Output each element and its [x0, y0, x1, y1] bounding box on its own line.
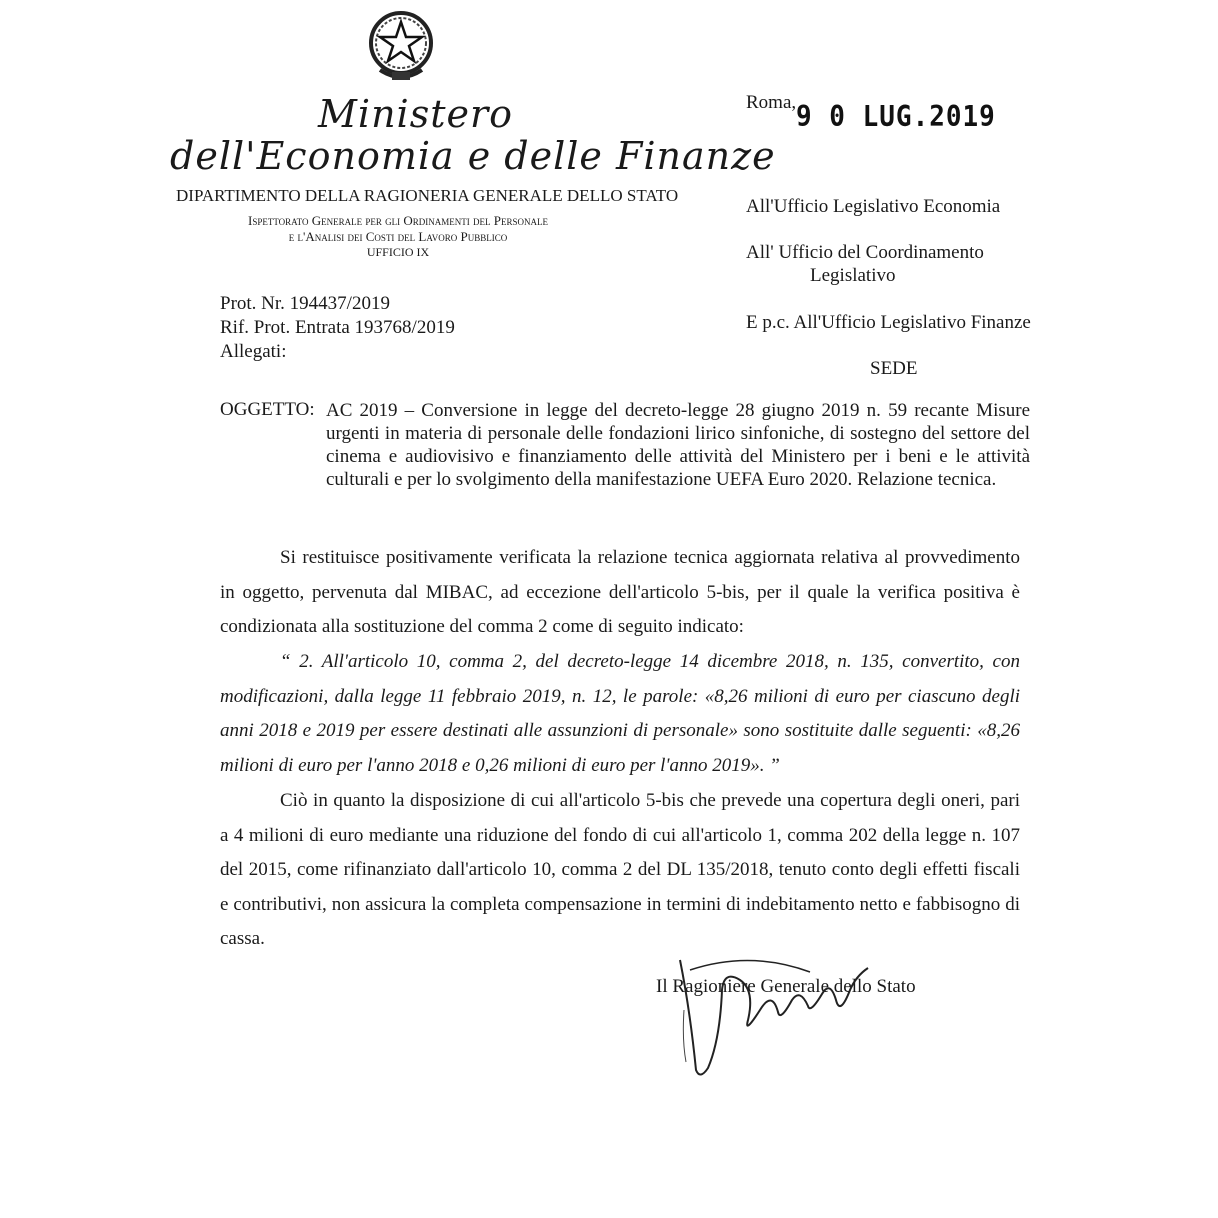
inspectorate-line1: Ispettorato Generale per gli Ordinamenti del Personale	[248, 213, 548, 228]
body-paragraph-1: Si restituisce positivamente verificata la relazione tecnica aggiornata relativa al provvedimento in oggetto, pervenuta dal MIBAC, ad eccezione dell'articolo 5-bis, per il quale la verifica positiva è condizionata alla sostituzione del comma 2 come di seguito indicato:	[220, 547, 1020, 637]
protocol-number: Prot. Nr. 194437/2019	[220, 293, 390, 314]
signature-title: Il Ragioniere Generale dello Stato	[656, 976, 916, 997]
body-quote: “ 2. All'articolo 10, comma 2, del decreto-legge 14 dicembre 2018, n. 135, convertito, con modificazioni, dalla legge 11 febbraio 2019, n. 12, le parole: «8,26 milioni di euro per ciascuno degli anni 2018 e 2019 per essere destinati alle assunzioni di personale» sono sostituite dalle seguenti: «8,26 milioni di euro per l'anno 2018 e 0,26 milioni di euro per l'anno 2019». ”	[220, 651, 1020, 776]
date-city-label: Roma,	[746, 92, 797, 113]
body-paragraph-2: Ciò in quanto la disposizione di cui all'articolo 5-bis che prevede una copertura degli oneri, pari a 4 milioni di euro mediante una riduzione del fondo di cui all'articolo 1, comma 202 della legge n. 107 del 2015, come rifinanziato dall'articolo 10, comma 2 del DL 135/2018, tenuto conto degli effetti fiscali e contributivi, non assicura la completa compensazione in termini di indebitamento netto e fabbisogno di cassa.	[220, 790, 1020, 949]
subject-text: AC 2019 – Conversione in legge del decreto-legge 28 giugno 2019 n. 59 recante Misure urgenti in materia di personale delle fondazioni lirico sinfoniche, di sostegno del settore del cinema e audiovisivo e finanziamento delle attività del Ministero per i beni e le attività culturali e per lo svolgimento della manifestazione UEFA Euro 2020. Relazione tecnica.	[326, 400, 1030, 490]
subject-label: OGGETTO:	[220, 399, 315, 420]
department-name: DIPARTIMENTO DELLA RAGIONERIA GENERALE DELLO STATO	[176, 186, 679, 205]
date-stamp: 9 0 LUG.2019	[796, 100, 996, 134]
recipient-cc: E p.c. All'Ufficio Legislativo Finanze	[746, 312, 1031, 333]
inspectorate-line2: e l'Analisi dei Costi del Lavoro Pubblico	[288, 229, 508, 244]
ministry-name-line1: Ministero	[318, 92, 513, 136]
recipient-2-line2: Legislativo	[810, 265, 896, 286]
republic-emblem-icon	[366, 8, 436, 84]
protocol-reference: Rif. Prot. Entrata 193768/2019	[220, 317, 455, 338]
handwritten-signature	[660, 950, 880, 1085]
attachments-label: Allegati:	[220, 341, 287, 362]
ministry-name-line2: dell'Economia e delle Finanze	[170, 134, 776, 178]
recipient-1: All'Ufficio Legislativo Economia	[746, 196, 1001, 217]
office-name: UFFICIO IX	[366, 245, 430, 259]
recipient-2-line1: All' Ufficio del Coordinamento	[746, 242, 984, 263]
recipient-sede: SEDE	[870, 358, 918, 379]
